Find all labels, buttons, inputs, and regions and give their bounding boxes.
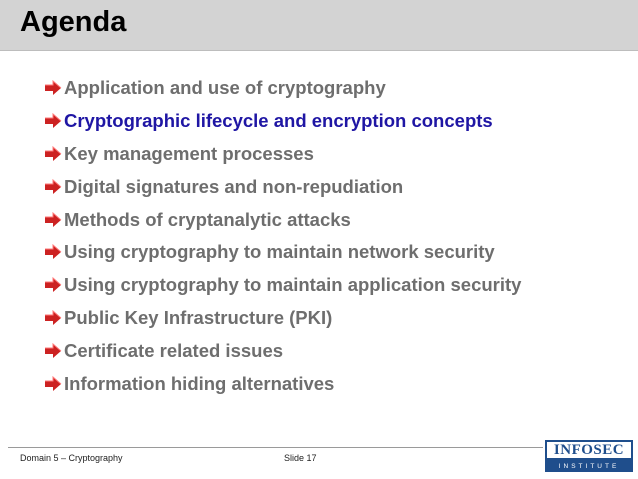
agenda-item-label: Cryptographic lifecycle and encryption concepts: [64, 110, 493, 132]
agenda-item: [44, 367, 521, 400]
red-arrow-icon: [44, 144, 64, 164]
footer-domain-label: Domain 5 – Cryptography: [20, 453, 123, 463]
slide-title: Agenda: [20, 6, 127, 38]
agenda-item: [44, 138, 521, 171]
agenda-item-label: Application and use of cryptography: [64, 77, 386, 99]
agenda-item-label: Public Key Infrastructure (PKI): [64, 306, 333, 328]
agenda-item-label: Using cryptography to maintain network security: [64, 241, 495, 263]
red-arrow-icon: [44, 78, 64, 98]
red-arrow-icon: [44, 111, 64, 131]
infosec-institute-logo: [545, 440, 633, 472]
agenda-item: [44, 269, 521, 302]
agenda-item: [44, 170, 521, 203]
slide-number: Slide 17: [284, 453, 317, 463]
red-arrow-icon: [44, 308, 64, 328]
logo-subtitle: INSTITUTE: [545, 460, 633, 472]
red-arrow-icon: [44, 374, 64, 394]
agenda-item-label: Information hiding alternatives: [64, 372, 335, 394]
title-divider: [0, 50, 638, 51]
agenda-item-label: Using cryptography to maintain application security: [64, 274, 522, 296]
title-bar: [0, 0, 638, 50]
red-arrow-icon: [44, 177, 64, 197]
agenda-item: [44, 302, 521, 335]
red-arrow-icon: [44, 275, 64, 295]
agenda-item-label: Methods of cryptanalytic attacks: [64, 208, 351, 230]
agenda-item: [44, 334, 521, 367]
red-arrow-icon: [44, 210, 64, 230]
agenda-list: [44, 72, 521, 400]
footer-divider: [8, 447, 543, 448]
red-arrow-icon: [44, 242, 64, 262]
agenda-item: [44, 72, 521, 105]
agenda-item-label: Digital signatures and non-repudiation: [64, 175, 404, 197]
agenda-item: [44, 203, 521, 236]
agenda-item-label: Certificate related issues: [64, 339, 284, 361]
agenda-item-current: [44, 105, 521, 138]
logo-wordmark: INFOSEC: [545, 440, 633, 460]
agenda-item-label: Key management processes: [64, 142, 314, 164]
red-arrow-icon: [44, 341, 64, 361]
agenda-item: [44, 236, 521, 269]
